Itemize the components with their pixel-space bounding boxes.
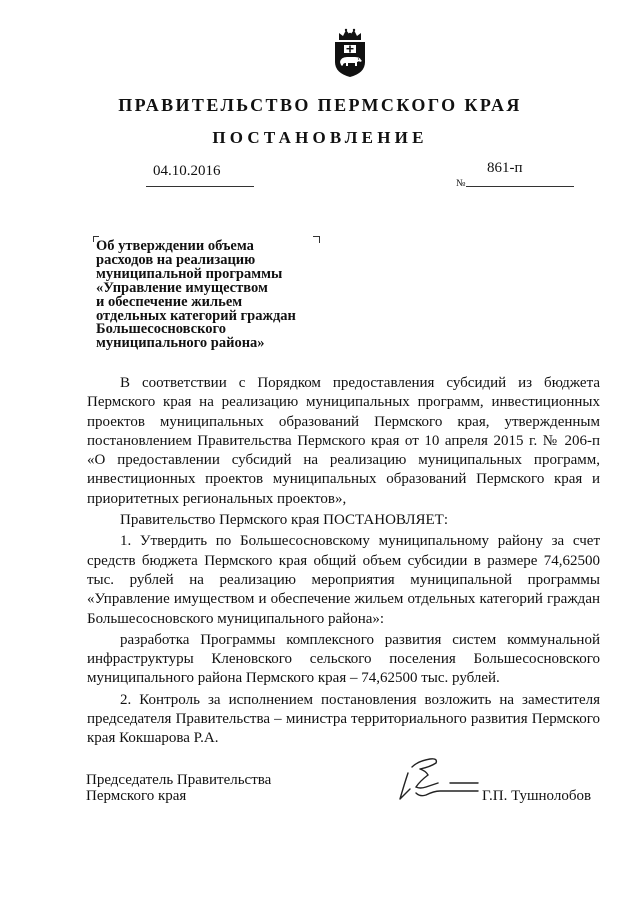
- subject-line: отдельных категорий граждан: [96, 307, 296, 324]
- signer-position-line: Пермского края: [86, 787, 187, 804]
- date-underline: [146, 186, 254, 187]
- signer-position-line: Председатель Правительства: [86, 772, 272, 788]
- body-paragraph-resolves: Правительство Пермского края ПОСТАНОВЛЯЕТ:: [120, 512, 449, 529]
- document-body: [87, 374, 600, 749]
- number-underline: [466, 186, 574, 187]
- signer-name: Г.П. Тушнолобов: [482, 788, 592, 804]
- subject-line: муниципальной программы: [96, 265, 283, 282]
- subject-line: и обеспечение жильем: [96, 293, 243, 310]
- signer-position: [86, 773, 271, 804]
- subject-line: муниципального района»: [96, 335, 265, 352]
- subject-line: «Управление имуществом: [96, 279, 268, 296]
- number-sign: №: [456, 178, 466, 189]
- body-paragraph-preamble: В соответствии с Порядком предоставления субсидий из бюджета Пермского края на реализацию муниципальных программ, инвестиционных проектов муниципальных образований Пермского края, утвержденным постановлением Правительства Пермского края от 10 апреля 2015 г. № 206-п «О предоставлении субсидий на реализацию муниципальных программ, инвестиционных проектов муниципальных образований Пермского края и приоритетных региональных проектов»,: [87, 375, 600, 507]
- government-title: ПРАВИТЕЛЬСТВО ПЕРМСКОГО КРАЯ: [118, 95, 522, 115]
- document-number: 861-п: [487, 160, 523, 176]
- body-paragraph-item-1: 1. Утвердить по Большесосновскому муниципальному району за счет средств бюджета Пермского края общий объем субсидии в размере 74,62500 тыс. рублей на реализацию мероприятия муниципальной программы «Управление имуществом и обеспечение жильем отдельных категорий граждан Большесосновского муниципального района»:: [87, 533, 600, 627]
- coat-of-arms-icon: [331, 28, 369, 78]
- document-subject: [96, 240, 326, 351]
- subject-line: расходов на реализацию: [96, 251, 256, 268]
- body-paragraph-item-1-detail: разработка Программы комплексного развития систем коммунальной инфраструктуры Кленовского сельского поселения Большесосновского муниципального района Пермского края – 74,62500 тыс. рублей.: [87, 631, 600, 687]
- handwritten-signature: [390, 753, 485, 808]
- document-date: 04.10.2016: [153, 163, 221, 179]
- document-type: ПОСТАНОВЛЕНИЕ: [212, 128, 428, 147]
- body-paragraph-item-2: 2. Контроль за исполнением постановления возложить на заместителя председателя Правительства – министра территориального развития Пермского края Кокшарова Р.А.: [87, 691, 600, 747]
- subject-line: Об утверждении объема: [96, 238, 254, 254]
- subject-line: Большесосновского: [96, 321, 226, 338]
